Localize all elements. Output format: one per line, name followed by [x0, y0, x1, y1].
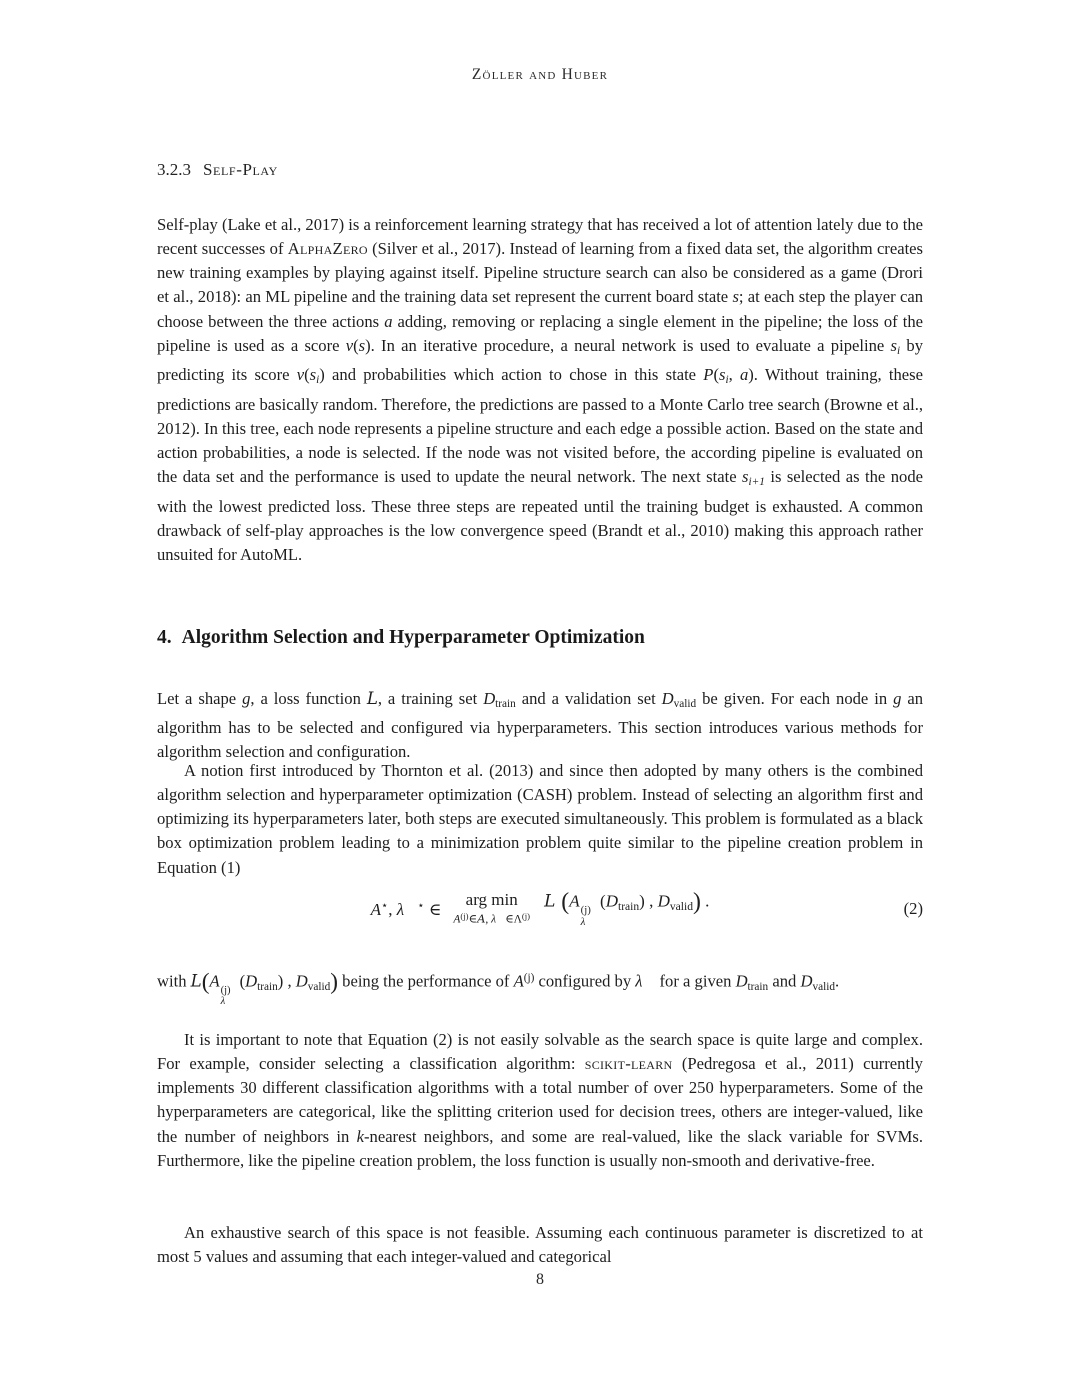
paragraph-search-space: It is important to note that Equation (2) is not easily solvable as the search space is quite large and complex. For example, consider selecting a classification algorithm: scikit-learn (Pedregosa et al., 2011) currently implements 30 different classification algorithms with a total number of over 250 hyperparameters. Some of the hyperparameters are categorical, like the splitting criterion used for decision trees, others are integer-valued, like the number of neighbors in k-nearest neighbors, and some are real-valued, like the slack variable for SVMs. Furthermore, like the pipeline creation problem, the loss function is usually non-smooth and derivative-free. [157, 1029, 923, 1170]
text-column [157, 0, 923, 1397]
subsection-title: Self-Play [203, 160, 278, 179]
page-number: 8 [536, 1271, 544, 1288]
subsection-heading [157, 160, 278, 180]
equation-2 [157, 878, 923, 940]
equation-rhs: L (A (j) λ⃗ (Dtrain) , Dvalid) . [544, 889, 710, 929]
paragraph-with-performance: with L(A (j) λ⃗ (Dtrain) , Dvalid) being the performance of $A^{(j)}$ configured by λ⃗ for a given Dtrain and Dvalid. [157, 968, 840, 1008]
section-title: Algorithm Selection and Hyperparameter Optimization [181, 627, 645, 648]
section-number: 4. [157, 627, 172, 648]
argmin-block [453, 891, 530, 927]
running-head: Zöller and Huber [471, 66, 609, 83]
section-heading [157, 627, 645, 649]
paragraph-cash-notion: A notion first introduced by Thornton et al. (2013) and since then adopted by many others is the combined algorithm selection and hyperparameter optimization (CASH) problem. Instead of selecting an algorithm first and optimizing its hyperparameters later, both steps are executed simultaneously. This problem is formulated as a black box optimization problem leading to a minimization problem quite similar to the pipeline creation problem in Equation (1) [157, 760, 923, 877]
argmin-operator: arg min [465, 890, 518, 910]
subsection-number: 3.2.3 [157, 160, 191, 179]
equation-body [157, 889, 923, 929]
paragraph-exhaustive-search: An exhaustive search of this space is not feasible. Assuming each continuous parameter is discretized to at most 5 values and assuming that each integer-valued and categorical [157, 1222, 923, 1266]
paragraph-cash-intro: Let a shape g, a loss function L, a training set Dtrain and a validation set Dvalid be given. For each node in g an algorithm has to be selected and configured via hyperparameters. This section introduces various methods for algorithm selection and configuration. [157, 688, 923, 762]
equation-number: (2) [903, 899, 923, 918]
paragraph-selfplay: Self-play (Lake et al., 2017) is a reinforcement learning strategy that has received a lot of attention lately due to the recent successes of AlphaZero (Silver et al., 2017). Instead of learning from a fixed data set, the algorithm creates new training examples by playing against itself. Pipeline structure search can also be considered as a game (Drori et al., 2018): an ML pipeline and the training data set represent the current board state s; at each step the player can choose between the three actions a adding, removing or replacing a single element in the pipeline; the loss of the pipeline is used as a score ν(s). In an iterative procedure, a neural network is used to evaluate a pipeline si by predicting its score ν(si) and probabilities which action to chose in this state P(si, a). Without training, these predictions are basically random. Therefore, the predictions are passed to a Monte Carlo tree search (Browne et al., 2012). In this tree, each node represents a pipeline structure and each edge a possible action. Based on the state and action probabilities, a node is selected. If the node was not visited before, the according pipeline is evaluated on the data set and the performance is used to update the neural network. The next state si+1 is selected as the node with the lowest predicted loss. These three steps are repeated until the training budget is exhausted. A common drawback of self-play approaches is the low convergence speed (Brandt et al., 2010) making this approach rather unsuited for AutoML. [157, 214, 924, 565]
equation-lhs: A⋆, λ⃗⋆ ∈ [370, 899, 442, 919]
argmin-constraint: $A^{(j)}\in A$, $\lambda⃗\in\Lambda^{(j)}$ [453, 910, 531, 926]
